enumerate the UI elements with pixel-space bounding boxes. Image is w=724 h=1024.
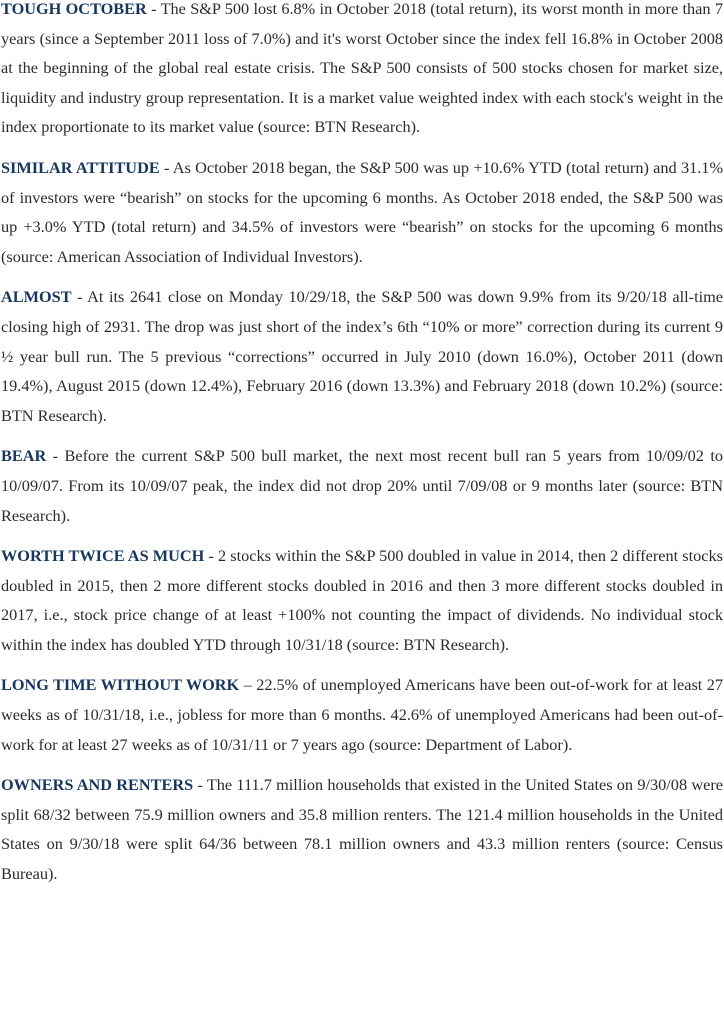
section-body: The 111.7 million households that existed in the United States on 9/30/08 were split 68/32 between 75.9 million owners and 35.8 million renters. The 121.4 million households in the United States on 9/30/18 were split 64/36 between 78.1 million owners and 43.3 million renters (source: Census Bureau).	[1, 775, 723, 884]
section-tough-october	[1, 0, 723, 142]
section-separator: -	[204, 546, 218, 566]
section-long-time-without-work	[1, 670, 723, 759]
section-heading: ALMOST	[1, 287, 72, 307]
section-heading: BEAR	[1, 446, 47, 466]
section-body: The S&P 500 lost 6.8% in October 2018 (total return), its worst month in more than 7 years (since a September 2011 loss of 7.0%) and it's worst October since the index fell 16.8% in October 2008 at the beginning of the global real estate crisis. The S&P 500 consists of 500 stocks chosen for market size, liquidity and industry group representation. It is a market value weighted index with each stock's weight in the index proportionate to its market value (source: BTN Research).	[1, 0, 723, 137]
section-body: As October 2018 began, the S&P 500 was up +10.6% YTD (total return) and 31.1% of investors were “bearish” on stocks for the upcoming 6 months. As October 2018 ended, the S&P 500 was up +3.0% YTD (total return) and 34.5% of investors were “bearish” on stocks for the upcoming 6 months (source: American Association of Individual Investors).	[1, 157, 724, 266]
section-owners-and-renters	[1, 770, 723, 888]
section-heading: SIMILAR ATTITUDE	[1, 157, 160, 177]
section-heading: LONG TIME WITHOUT WORK	[1, 675, 240, 695]
section-separator: -	[71, 287, 88, 307]
section-body: 22.5% of unemployed Americans have been out-of-work for at least 27 weeks as of 10/31/18, i.e., jobless for more than 6 months. 42.6% of unemployed Americans had been out-of-work for at least 27 weeks as of 10/31/11 or 7 years ago (source: Department of Labor).	[1, 675, 724, 754]
section-bear	[1, 441, 723, 530]
section-heading: TOUGH OCTOBER	[1, 0, 147, 18]
section-separator: -	[159, 157, 173, 177]
section-separator: –	[239, 675, 257, 695]
section-almost	[1, 282, 723, 430]
section-worth-twice-as-much	[1, 541, 723, 659]
section-heading: WORTH TWICE AS MUCH	[1, 546, 205, 566]
section-body: At its 2641 close on Monday 10/29/18, the S&P 500 was down 9.9% from its 9/20/18 all-time closing high of 2931. The drop was just short of the index’s 6th “10% or more” correction during its current 9 ½ year bull run. The 5 previous “corrections” occurred in July 2010 (down 16.0%), October 2011 (down 19.4%), August 2015 (down 12.4%), February 2016 (down 13.3%) and February 2018 (down 10.2%) (source: BTN Research).	[1, 287, 723, 425]
section-body: Before the current S&P 500 bull market, the next most recent bull ran 5 years from 10/09/02 to 10/09/07. From its 10/09/07 peak, the index did not drop 20% until 7/09/08 or 9 months later (source: BTN Research).	[1, 446, 723, 525]
section-separator: -	[193, 775, 207, 795]
section-separator: -	[46, 446, 65, 466]
section-heading: OWNERS AND RENTERS	[1, 775, 194, 795]
section-separator: -	[146, 0, 161, 18]
section-similar-attitude	[1, 153, 723, 271]
section-body: 2 stocks within the S&P 500 doubled in value in 2014, then 2 different stocks doubled in 2015, then 2 more different stocks doubled in 2016 and then 3 more different stocks doubled in 2017, i.e., stock price change of at least +100% not counting the impact of dividends. No individual stock within the index has doubled YTD through 10/31/18 (source: BTN Research).	[1, 546, 723, 654]
